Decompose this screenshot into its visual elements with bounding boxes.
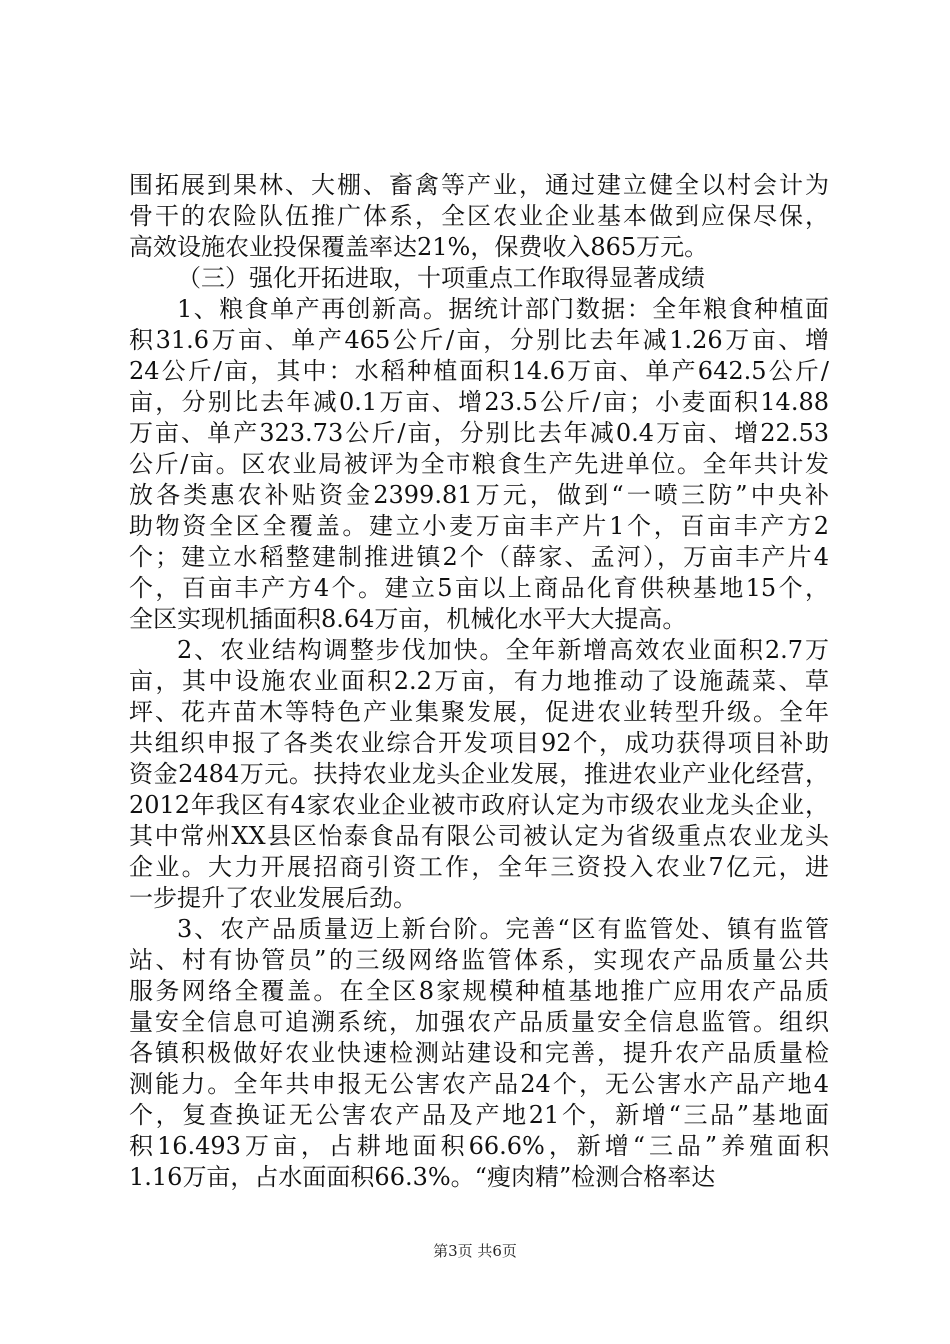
text-line: 万亩、单产323.73公斤/亩，分别比去年减0.4万亩、增22.53 xyxy=(129,419,829,447)
text-line: 亩，其中设施农业面积2.2万亩，有力地推动了设施蔬菜、草 xyxy=(129,667,829,695)
text-line: 2012年我区有4家农业企业被市政府认定为市级农业龙头企业， xyxy=(129,791,829,819)
text-line: 各镇积极做好农业快速检测站建设和完善，提升农产品质量检 xyxy=(129,1039,829,1067)
text-line: 1、粮食单产再创新高。据统计部门数据：全年粮食种植面 xyxy=(177,295,829,323)
text-line: （三）强化开拓进取，十项重点工作取得显著成绩 xyxy=(177,264,705,292)
paragraph xyxy=(129,635,829,914)
page-footer: 第3页 共6页 xyxy=(433,1242,517,1260)
text-line: 积31.6万亩、单产465公斤/亩，分别比去年减1.26万亩、增 xyxy=(129,326,829,354)
text-line: 共组织申报了各类农业综合开发项目92个，成功获得项目补助 xyxy=(129,729,829,757)
text-line: 3、农产品质量迈上新台阶。完善“区有监管处、镇有监管 xyxy=(177,915,829,943)
text-line: 2、农业结构调整步伐加快。全年新增高效农业面积2.7万 xyxy=(177,636,829,664)
text-line: 个；建立水稻整建制推进镇2个（薛家、孟河），万亩丰产片4 xyxy=(129,543,829,571)
text-line: 坪、花卉苗木等特色产业集聚发展，促进农业转型升级。全年 xyxy=(129,698,829,726)
text-line: 企业。大力开展招商引资工作，全年三资投入农业7亿元，进 xyxy=(129,853,829,881)
text-line: 站、村有协管员”的三级网络监管体系，实现农产品质量公共 xyxy=(129,946,829,974)
text-line: 亩，分别比去年减0.1万亩、增23.5公斤/亩；小麦面积14.88 xyxy=(129,388,829,416)
text-line: 个，百亩丰产方4个。建立5亩以上商品化育供秧基地15个， xyxy=(129,574,829,602)
text-line: 积16.493万亩，占耕地面积66.6%，新增“三品”养殖面积 xyxy=(129,1132,829,1160)
paragraph xyxy=(129,263,829,294)
text-line: 骨干的农险队伍推广体系，全区农业企业基本做到应保尽保， xyxy=(129,202,829,230)
text-line: 服务网络全覆盖。在全区8家规模种植基地推广应用农产品质 xyxy=(129,977,829,1005)
text-line: 一步提升了农业发展后劲。 xyxy=(129,884,417,912)
text-line: 公斤/亩。区农业局被评为全市粮食生产先进单位。全年共计发 xyxy=(129,450,829,478)
text-line: 其中常州XX县区怡泰食品有限公司被认定为省级重点农业龙头 xyxy=(129,822,829,850)
paragraph xyxy=(129,170,829,263)
text-line: 高效设施农业投保覆盖率达21%，保费收入865万元。 xyxy=(129,233,709,261)
text-line: 个，复查换证无公害农产品及产地21个，新增“三品”基地面 xyxy=(129,1101,829,1129)
text-line: 量安全信息可追溯系统，加强农产品质量安全信息监管。组织 xyxy=(129,1008,829,1036)
text-line: 1.16万亩，占水面面积66.3%。“瘦肉精”检测合格率达 xyxy=(129,1163,716,1191)
text-line: 24公斤/亩，其中：水稻种植面积14.6万亩、单产642.5公斤/ xyxy=(129,357,829,385)
text-line: 放各类惠农补贴资金2399.81万元，做到“一喷三防”中央补 xyxy=(129,481,829,509)
text-line: 全区实现机插面积8.64万亩，机械化水平大大提高。 xyxy=(129,605,687,633)
text-line: 助物资全区全覆盖。建立小麦万亩丰产片1个，百亩丰产方2 xyxy=(129,512,829,540)
text-line: 测能力。全年共申报无公害农产品24个，无公害水产品产地4 xyxy=(129,1070,829,1098)
paragraph xyxy=(129,294,829,635)
text-line: 资金2484万元。扶持农业龙头企业发展，推进农业产业化经营， xyxy=(129,760,829,788)
paragraph xyxy=(129,914,829,1193)
document-body xyxy=(129,170,829,1193)
text-line: 围拓展到果林、大棚、畜禽等产业，通过建立健全以村会计为 xyxy=(129,171,829,199)
